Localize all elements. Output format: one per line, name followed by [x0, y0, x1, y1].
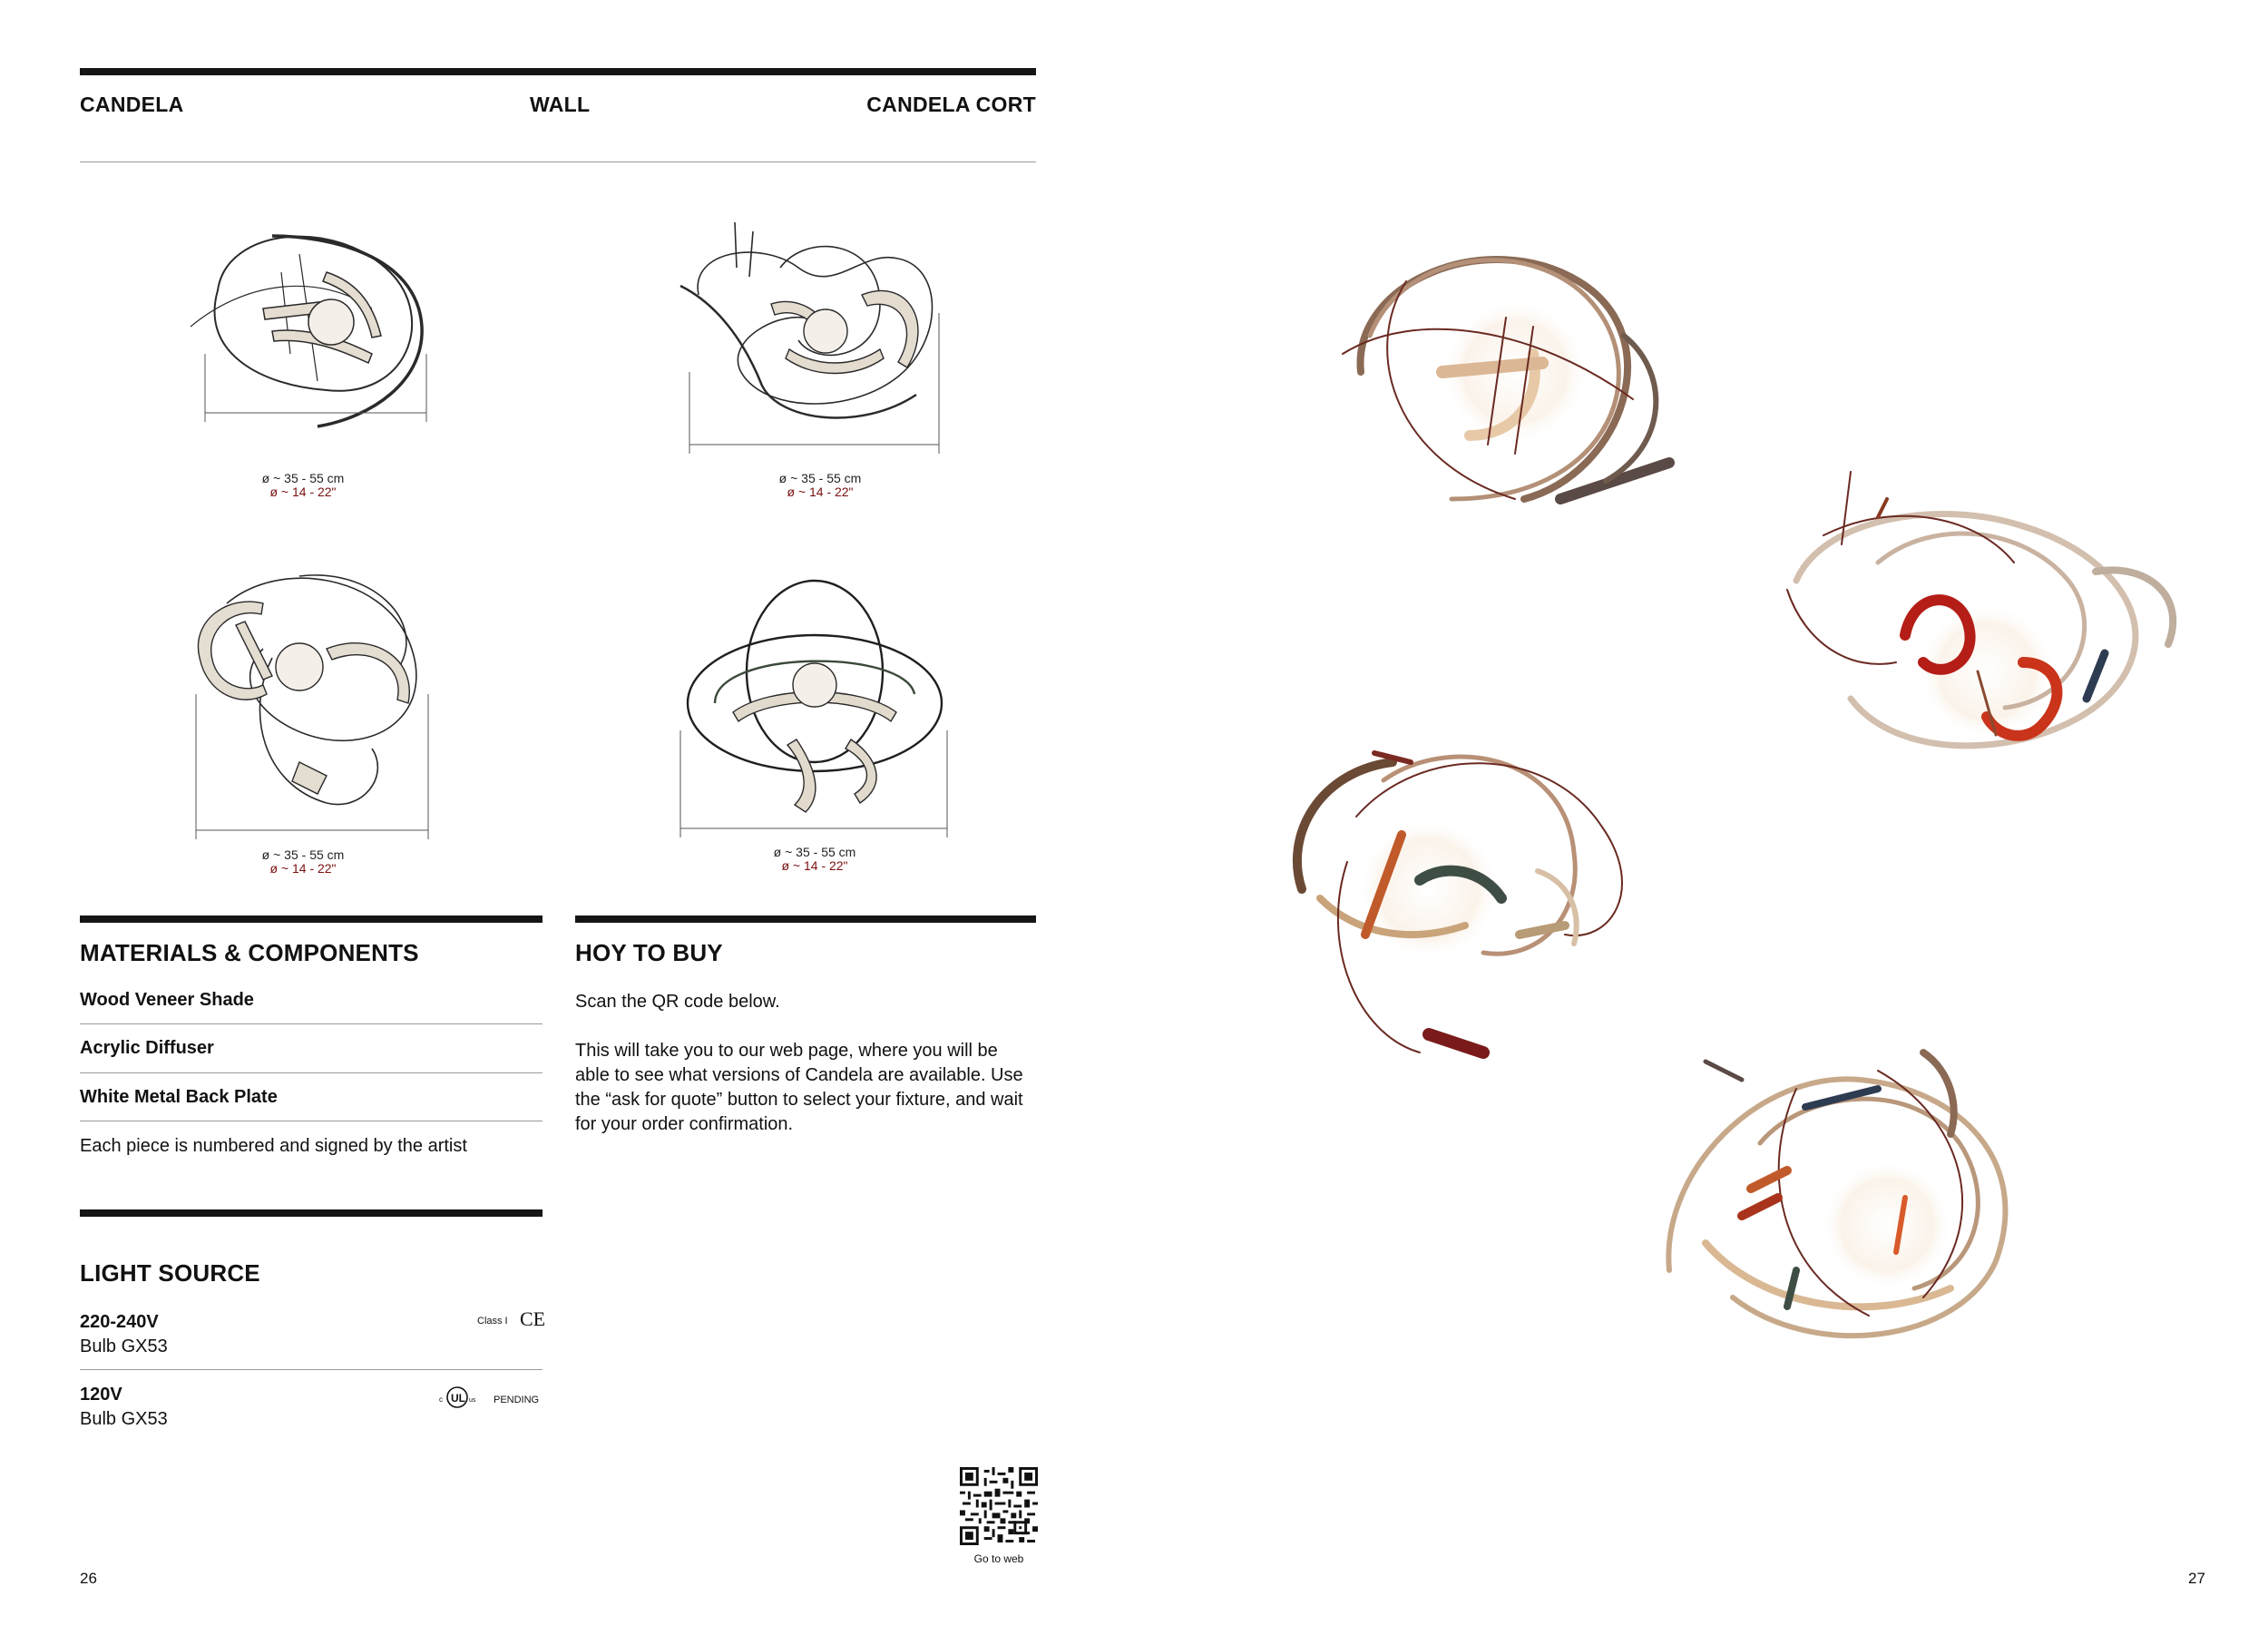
buy-top-rule [575, 915, 1036, 923]
materials-divider-1 [80, 1023, 543, 1024]
technical-drawing-3 [191, 567, 435, 844]
material-item-3: White Metal Back Plate [80, 1087, 278, 1107]
materials-top-rule [80, 915, 543, 923]
buy-title: HOY TO BUY [575, 939, 723, 966]
light-source-top-rule [80, 1209, 543, 1217]
dimension-label-1: ø ~ 35 - 55 cm ø ~ 14 - 22" [261, 471, 345, 499]
page-number-left: 26 [80, 1570, 97, 1587]
light-source-item-1 [80, 1310, 168, 1359]
qr-label[interactable]: Go to web [973, 1552, 1024, 1565]
technical-drawing-1 [191, 218, 435, 463]
header-model: CANDELA CORT [866, 93, 1036, 116]
page-number-right: 27 [2188, 1570, 2205, 1587]
header-collection: CANDELA [80, 93, 184, 116]
product-photo-1 [1306, 227, 1696, 572]
dimension-label-3: ø ~ 35 - 55 cm ø ~ 14 - 22" [261, 847, 345, 876]
dimension-label-4: ø ~ 35 - 55 cm ø ~ 14 - 22" [773, 845, 856, 873]
material-item-1: Wood Veneer Shade [80, 990, 254, 1010]
technical-drawing-2 [680, 213, 953, 467]
bulb-label: Bulb GX53 [80, 1336, 168, 1356]
light-source-title: LIGHT SOURCE [80, 1259, 260, 1287]
materials-note: Each piece is numbered and signed by the artist [80, 1136, 467, 1156]
svg-text:UL: UL [451, 1392, 465, 1405]
material-item-2: Acrylic Diffuser [80, 1038, 214, 1058]
svg-text:c: c [439, 1395, 443, 1404]
dimension-label-2: ø ~ 35 - 55 cm ø ~ 14 - 22" [778, 471, 862, 499]
buy-instruction: Scan the QR code below. [575, 992, 780, 1012]
light-source-item-2 [80, 1383, 168, 1432]
voltage-label: 220-240V [80, 1312, 159, 1332]
ul-certification-icon [439, 1384, 484, 1411]
product-photo-4 [1651, 1034, 2068, 1379]
header-category: WALL [530, 93, 591, 116]
svg-text:us: us [469, 1397, 476, 1404]
bulb-label: Bulb GX53 [80, 1409, 168, 1429]
materials-title: MATERIALS & COMPONENTS [80, 939, 419, 966]
light-source-divider [80, 1369, 543, 1370]
voltage-label: 120V [80, 1385, 122, 1405]
pending-label: PENDING [494, 1395, 540, 1405]
buy-description: This will take you to our web page, where you will be able to see what versions of Candela are available. Use the “ask for quote” button to select your fixture, and wait for your order confirmation. [575, 1041, 1023, 1134]
product-photo-2 [1769, 463, 2195, 826]
technical-drawing-4 [679, 567, 951, 839]
qr-code[interactable] [960, 1467, 1038, 1545]
ce-mark-icon: CE [520, 1307, 546, 1330]
product-photo-3 [1266, 726, 1656, 1107]
class-label: Class I [477, 1316, 508, 1327]
header-top-rule [80, 68, 1036, 75]
materials-divider-2 [80, 1072, 543, 1073]
